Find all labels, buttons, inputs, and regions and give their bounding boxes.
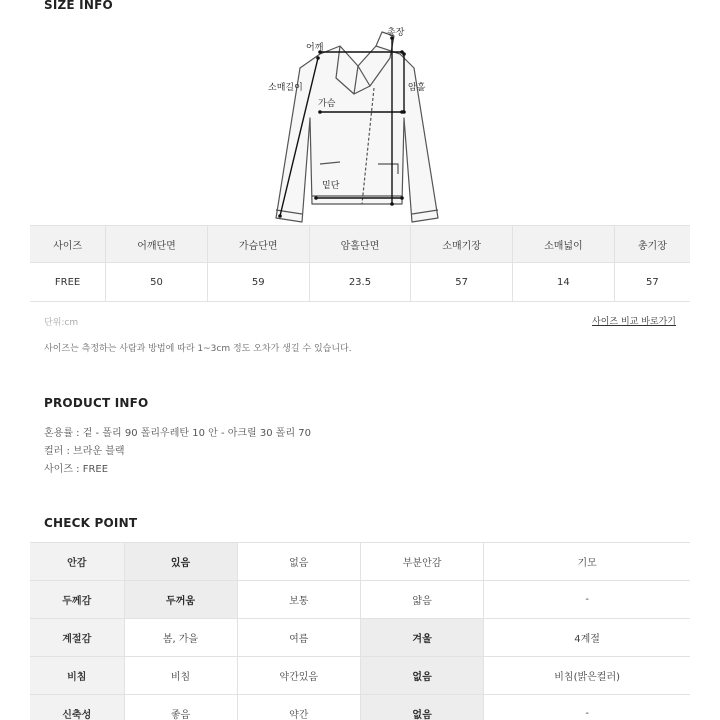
jacket-size-diagram: [262, 18, 452, 228]
check-option: 봄, 가을: [124, 619, 237, 657]
product-info-title: PRODUCT INFO: [44, 396, 149, 410]
table-row: [30, 619, 690, 657]
check-option: -: [484, 695, 690, 720]
size-cell-shoulder: 50: [106, 263, 208, 302]
check-option-selected: 있음: [124, 543, 237, 581]
material-info: 혼용률 : 겉 - 폴리 90 폴리우레탄 10 안 - 아크릴 30 폴리 70: [44, 428, 312, 439]
check-option: 없음: [237, 543, 360, 581]
check-row-label: 두께감: [30, 581, 124, 619]
check-row-label: 안감: [30, 543, 124, 581]
table-row: [30, 581, 690, 619]
check-option: 부분안감: [360, 543, 483, 581]
label-shoulder: 어깨: [306, 43, 324, 53]
check-option: -: [484, 581, 690, 619]
check-option: 여름: [237, 619, 360, 657]
check-option: 기모: [484, 543, 690, 581]
label-armhole: 암홀: [408, 83, 426, 93]
size-header-sleeve-width: 소매넓이: [513, 226, 615, 263]
size-info-title: SIZE INFO: [44, 0, 113, 12]
check-row-label: 계절감: [30, 619, 124, 657]
size-cell-size: FREE: [30, 263, 106, 302]
size-cell-sleeve-length: 57: [411, 263, 513, 302]
size-cell-chest: 59: [207, 263, 309, 302]
size-header-size: 사이즈: [30, 226, 106, 263]
check-option: 비침(밝은컬러): [484, 657, 690, 695]
label-sleeve-length: 소매길이: [268, 83, 303, 93]
size-cell-armhole: 23.5: [309, 263, 411, 302]
table-row: [30, 695, 690, 720]
check-option-selected: 없음: [360, 657, 483, 695]
label-hem: 밑단: [322, 181, 340, 191]
measurement-note: 사이즈는 측정하는 사람과 방법에 따라 1~3cm 정도 오차가 생길 수 있습니다.: [44, 344, 352, 354]
color-info: 컬러 : 브라운 블랙: [44, 446, 125, 457]
size-header-shoulder: 어깨단면: [106, 226, 208, 263]
check-option: 비침: [124, 657, 237, 695]
check-point-table: [30, 542, 690, 720]
check-option-selected: 두꺼움: [124, 581, 237, 619]
check-option: 4계절: [484, 619, 690, 657]
size-header-chest: 가슴단면: [207, 226, 309, 263]
check-option-selected: 없음: [360, 695, 483, 720]
table-row: [30, 657, 690, 695]
size-cell-total-length: 57: [614, 263, 690, 302]
size-header-armhole: 암홀단면: [309, 226, 411, 263]
size-info-line: 사이즈 : FREE: [44, 464, 109, 475]
check-row-label: 비침: [30, 657, 124, 695]
size-cell-sleeve-width: 14: [513, 263, 615, 302]
check-option: 보통: [237, 581, 360, 619]
check-row-label: 신축성: [30, 695, 124, 720]
check-option: 약간: [237, 695, 360, 720]
check-option-selected: 겨울: [360, 619, 483, 657]
size-table-header-row: [30, 226, 690, 263]
size-compare-link[interactable]: 사이즈 비교 바로가기: [592, 317, 676, 327]
check-option: 얇음: [360, 581, 483, 619]
size-header-total-length: 총기장: [614, 226, 690, 263]
check-option: 좋음: [124, 695, 237, 720]
check-option: 약간있음: [237, 657, 360, 695]
size-header-sleeve-length: 소매기장: [411, 226, 513, 263]
table-row: [30, 543, 690, 581]
check-point-title: CHECK POINT: [44, 516, 138, 530]
jacket-illustration: [262, 18, 452, 228]
label-total-length: 총장: [387, 28, 405, 38]
size-table: [30, 225, 690, 302]
table-row: [30, 263, 690, 302]
label-chest: 가슴: [318, 99, 336, 109]
unit-note: 단위:cm: [44, 318, 79, 328]
